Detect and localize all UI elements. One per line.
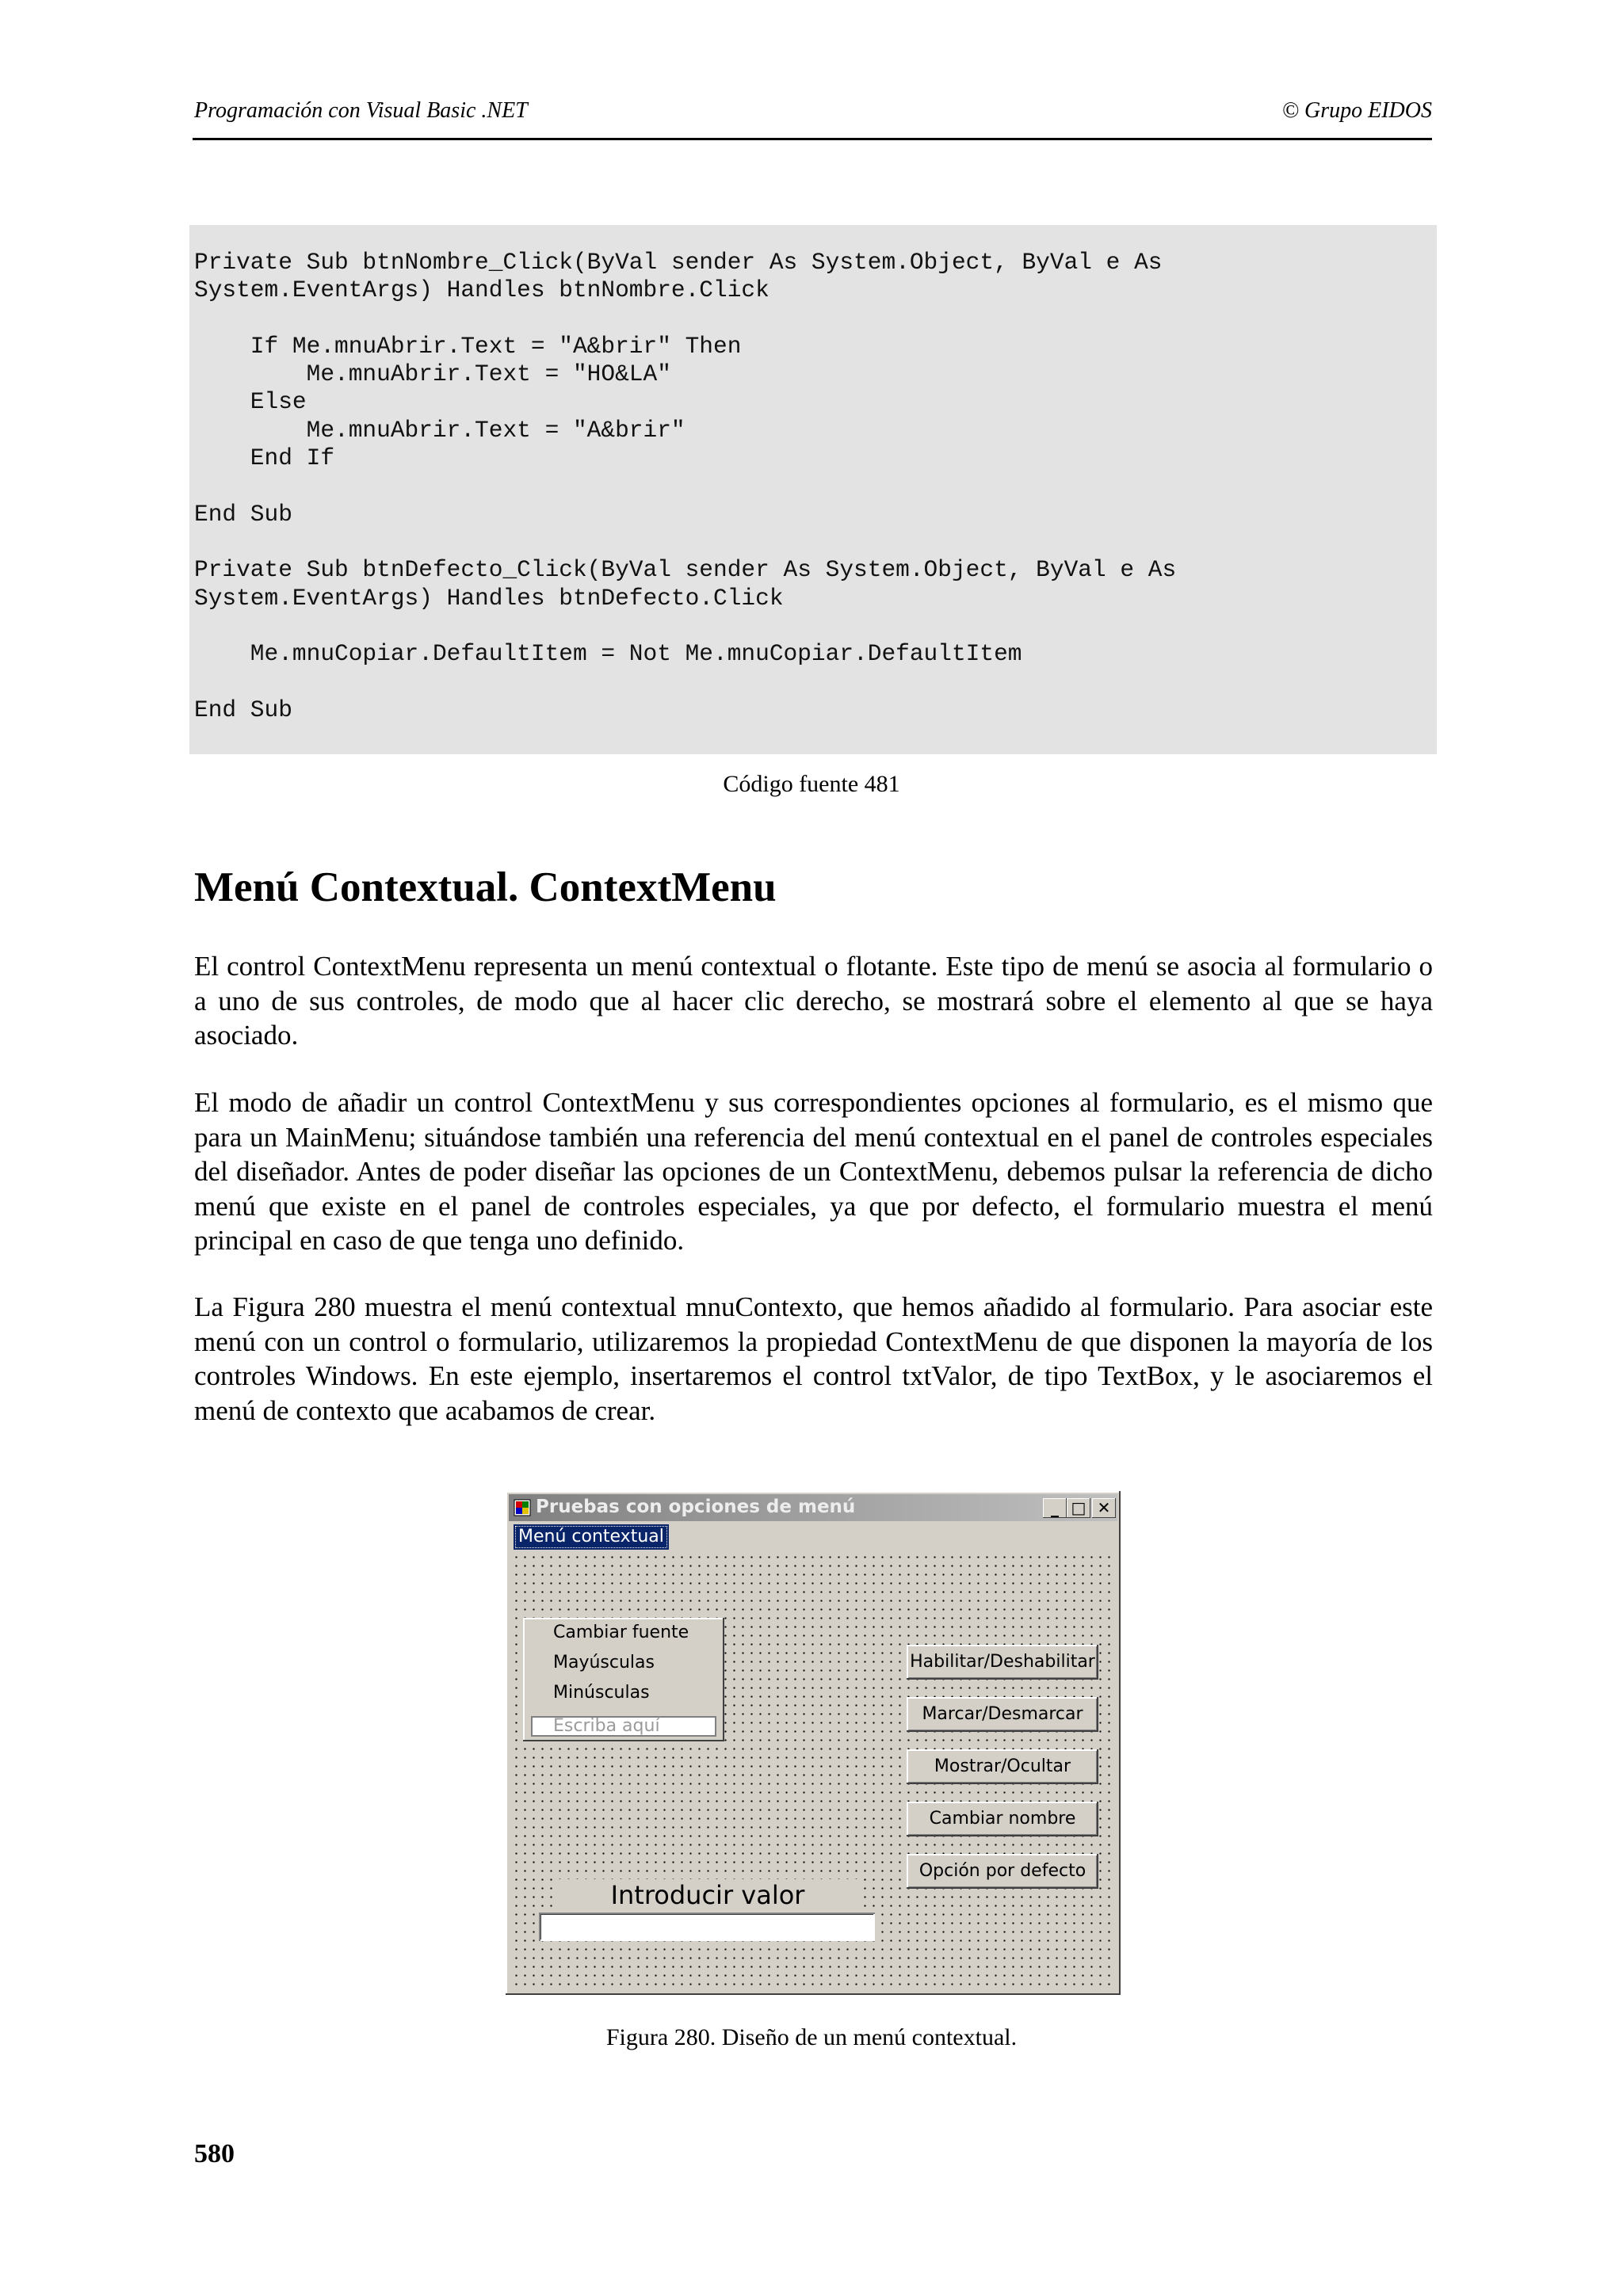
maximize-button[interactable] [1067,1498,1090,1518]
context-menu-dropdown [523,1618,724,1741]
maximize-icon: □ [1071,1498,1086,1517]
opcion-defecto-button[interactable]: Opción por defecto [907,1854,1098,1889]
marcar-button[interactable]: Marcar/Desmarcar [907,1697,1098,1732]
running-header-publisher: © Grupo EIDOS [1281,98,1432,123]
introducir-valor-label: Introducir valor [555,1879,861,1911]
paragraph-text: La Figura 280 muestra el menú contextual mnuContexto, que hemos añadido al formulario. Para asociar este menú con un control o formulario, utilizaremos la propiedad ContextMenu de que disponen la mayoría de los controles Windows. En este ejemplo, insertaremos el control txtValor, de tipo TextBox, y le asociaremos el menú de contexto que acabamos de crear. [194,1291,1433,1426]
minimize-icon: _ [1051,1498,1059,1517]
minimize-button[interactable] [1043,1498,1067,1518]
menu-item-minusculas[interactable]: Minúsculas [553,1683,650,1703]
paragraph-2 [194,1085,1433,1258]
menu-bar [509,1523,1117,1551]
window-titlebar [509,1494,1117,1521]
running-header-title: Programación con Visual Basic .NET [194,98,528,123]
menu-item-mayusculas[interactable]: Mayúsculas [553,1653,655,1672]
txtvalor-textbox[interactable] [539,1913,875,1941]
code-caption: Código fuente 481 [723,771,900,797]
header-rule [193,138,1432,140]
paragraph-text: El modo de añadir un control ContextMenu y sus correspondientes opciones al formulario, es el mismo que para un MainMenu; situándose también una referencia del menú contextual en el panel de controles especiales del diseñador. Antes de poder diseñar las opciones de un ContextMenu, debemos pulsar la referencia de dicho menú que existe en el panel de controles especiales, ya que por defecto, el formulario muestra el menú principal en caso de que tenga uno definido. [194,1087,1433,1256]
close-button[interactable] [1092,1498,1116,1518]
code-listing: Private Sub btnNombre_Click(ByVal sender As System.Object, ByVal e As System.EventArgs) Handles btnNombre.Click If Me.mnuAbrir.Text = "A&brir" Then Me.mnuAbrir.Text = "HO&LA" Else Me.mnuAbrir.Text = "A&brir" End If End Sub Private Sub btnDefecto_Click(ByVal sender As System.Object, ByVal e As System.EventArgs) Handles btnDefecto.Click Me.mnuCopiar.DefaultItem = Not Me.mnuCopiar.DefaultItem End Sub [194,249,1177,723]
form-client-area [512,1553,1114,1989]
close-icon: ✕ [1097,1498,1111,1517]
menu-new-item-field[interactable] [531,1716,716,1737]
page-number: 580 [194,2139,235,2168]
form-designer-window [506,1491,1121,1995]
habilitar-button[interactable]: Habilitar/Deshabilitar [907,1645,1098,1680]
cambiar-nombre-button[interactable]: Cambiar nombre [907,1802,1098,1836]
figure-caption: Figura 280. Diseño de un menú contextual. [605,2024,1018,2050]
window-title: Pruebas con opciones de menú [536,1497,856,1517]
section-title: Menú Contextual. ContextMenu [194,864,777,910]
paragraph-3 [194,1290,1433,1428]
menu-new-item-placeholder: Escriba aquí [553,1716,660,1736]
menu-item-cambiar-fuente[interactable]: Cambiar fuente [553,1623,689,1642]
paragraph-text: El control ContextMenu representa un menú contextual o flotante. Este tipo de menú se asocia al formulario o a uno de sus controles, de modo que al hacer clic derecho, se mostrará sobre el elemento al que se haya asociado. [194,951,1433,1051]
menu-contextual-item[interactable]: Menú contextual [514,1524,669,1550]
mostrar-button[interactable]: Mostrar/Ocultar [907,1749,1098,1784]
app-icon [514,1499,531,1516]
paragraph-1 [194,949,1433,1053]
code-block [189,225,1437,754]
